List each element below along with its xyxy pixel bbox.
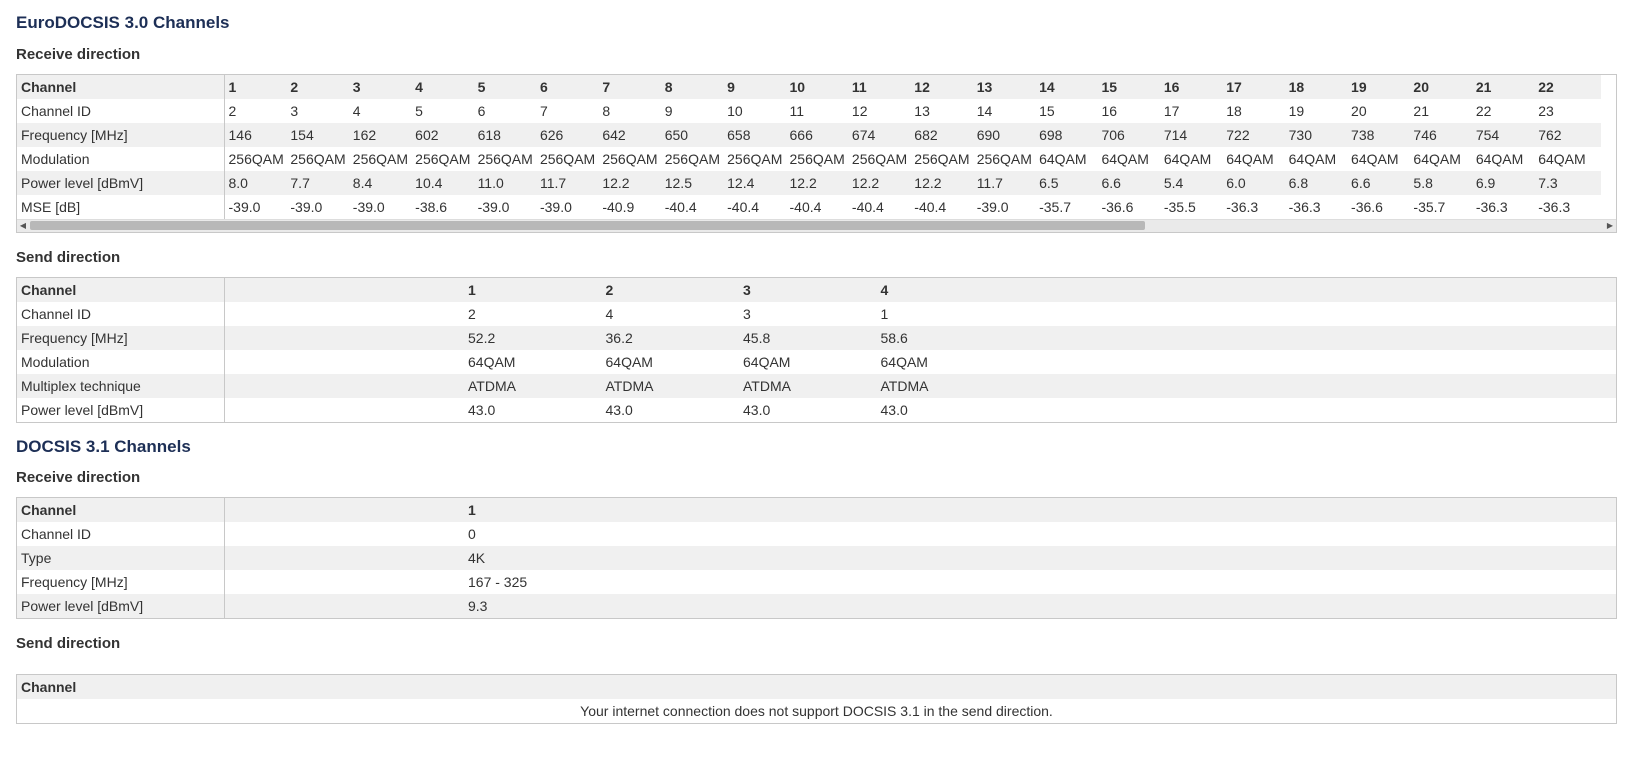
docsis31-receive-table <box>17 498 1616 618</box>
row-label: Modulation <box>17 350 224 374</box>
spacer-cell <box>224 350 464 374</box>
table-cell: 13 <box>976 79 993 95</box>
table-cell: 21 <box>1475 79 1492 95</box>
table-cell: 4 <box>605 306 614 322</box>
docsis31-receive-table-container <box>16 497 1617 619</box>
table-cell: 618 <box>477 127 501 143</box>
row-label: Power level [dBmV] <box>17 594 224 618</box>
filler-cell <box>1014 374 1616 398</box>
table-cell: 43.0 <box>605 402 633 418</box>
table-cell: -40.9 <box>602 199 635 215</box>
table-cell: 64QAM <box>1039 151 1087 167</box>
table-cell: -40.4 <box>789 199 822 215</box>
table-cell: 13 <box>914 103 930 119</box>
table-cell: 3 <box>743 306 751 322</box>
row-label: Frequency [MHz] <box>17 570 224 594</box>
table-cell: -36.6 <box>1351 199 1383 215</box>
table-cell: 6.8 <box>1288 175 1309 191</box>
table-cell: 64QAM <box>468 354 516 370</box>
table-cell: 11 <box>851 79 867 95</box>
table-cell: 64QAM <box>1101 151 1149 167</box>
table-cell: 64QAM <box>1538 151 1586 167</box>
table-cell: 22 <box>1538 79 1554 95</box>
table-cell: 15 <box>1039 103 1055 119</box>
table-cell: 2 <box>228 103 237 119</box>
table-cell: 4 <box>352 103 361 119</box>
table-cell: 256QAM <box>352 151 409 167</box>
table-cell: 3 <box>290 103 299 119</box>
table-cell: 52.2 <box>468 330 496 346</box>
table-cell: 17 <box>1163 103 1180 119</box>
table-cell: 146 <box>228 127 252 143</box>
row-label: Channel ID <box>17 99 224 123</box>
table-cell: 256QAM <box>851 151 908 167</box>
euro-receive-heading: Receive direction <box>16 46 141 63</box>
table-cell: 10 <box>789 79 806 95</box>
table-cell: 4 <box>880 282 889 298</box>
table-cell: 5.4 <box>1163 175 1184 191</box>
docsis31-send-heading: Send direction <box>16 635 121 652</box>
table-cell: 12.2 <box>789 175 817 191</box>
table-cell: 256QAM <box>727 151 783 167</box>
filler-cell <box>1597 147 1601 171</box>
filler-cell <box>1014 302 1616 326</box>
table-cell: 256QAM <box>602 151 658 167</box>
table-cell: 626 <box>539 127 564 143</box>
table-cell: 43.0 <box>743 402 771 418</box>
filler-cell <box>1597 123 1601 147</box>
table-cell: 698 <box>1039 127 1063 143</box>
table-cell: 746 <box>1413 127 1437 143</box>
table-cell: 4 <box>415 79 423 95</box>
spacer-cell <box>224 522 464 546</box>
table-cell: 19 <box>1288 103 1305 119</box>
table-cell: 36.2 <box>605 330 633 346</box>
table-cell: 256QAM <box>664 151 720 167</box>
table-cell: 6 <box>477 103 486 119</box>
table-cell: 674 <box>851 127 876 143</box>
table-cell: 1 <box>880 306 889 322</box>
table-cell: 1 <box>468 502 476 518</box>
table-cell: -39.0 <box>539 199 572 215</box>
table-cell: 18 <box>1226 103 1242 119</box>
table-row <box>17 570 1616 594</box>
table-cell: 167 - 325 <box>468 574 528 590</box>
table-cell: 1 <box>228 79 237 95</box>
table-cell: 21 <box>1413 103 1429 119</box>
table-cell: -35.7 <box>1413 199 1446 215</box>
row-label: Power level [dBmV] <box>17 398 224 422</box>
table-cell: ATDMA <box>880 378 929 394</box>
table-cell: 162 <box>352 127 377 143</box>
table-cell: 43.0 <box>468 402 496 418</box>
filler-cell <box>664 594 1616 618</box>
table-cell: 7.7 <box>290 175 310 191</box>
table-cell: 2 <box>290 79 299 95</box>
row-label: Channel ID <box>17 522 224 546</box>
filler-cell <box>1014 350 1616 374</box>
table-cell: ATDMA <box>743 378 791 394</box>
table-cell: 23 <box>1538 103 1554 119</box>
table-cell: 18 <box>1288 79 1305 95</box>
spacer-cell <box>224 374 464 398</box>
table-cell: ATDMA <box>605 378 654 394</box>
table-cell: -35.7 <box>1039 199 1071 215</box>
table-cell: 43.0 <box>880 402 908 418</box>
table-cell: -36.3 <box>1538 199 1571 215</box>
table-cell: 9 <box>664 103 673 119</box>
table-cell: 64QAM <box>880 354 928 370</box>
table-cell: -40.4 <box>914 199 947 215</box>
table-cell: 11.7 <box>976 175 1003 191</box>
eurodocsis-title: EuroDOCSIS 3.0 Channels <box>16 13 230 32</box>
filler-cell <box>1014 278 1616 302</box>
row-label: Power level [dBmV] <box>17 171 224 195</box>
table-cell: 12.5 <box>664 175 692 191</box>
table-cell: 12.2 <box>851 175 880 191</box>
table-cell: 64QAM <box>1288 151 1337 167</box>
docsis31-receive-heading: Receive direction <box>16 469 141 486</box>
row-label: Frequency [MHz] <box>17 123 224 147</box>
docsis31-send-table-container <box>16 674 1617 724</box>
table-cell: 16 <box>1163 79 1180 95</box>
table-cell: 6.6 <box>1351 175 1371 191</box>
table-cell: 58.6 <box>880 330 908 346</box>
table-cell: 12 <box>914 79 930 95</box>
table-cell: 2 <box>468 306 476 322</box>
table-cell: 19 <box>1351 79 1367 95</box>
table-row <box>17 195 1601 219</box>
table-cell: 10.4 <box>415 175 443 191</box>
table-cell: ATDMA <box>468 378 516 394</box>
table-row <box>17 699 1616 723</box>
table-cell: 0 <box>468 526 476 542</box>
table-cell: 650 <box>664 127 689 143</box>
table-cell: 16 <box>1101 103 1118 119</box>
table-cell: 256QAM <box>228 151 284 167</box>
row-label: Multiplex technique <box>17 374 224 398</box>
table-cell: 256QAM <box>789 151 845 167</box>
table-cell: 682 <box>914 127 938 143</box>
table-cell: 12.2 <box>914 175 942 191</box>
table-cell: 256QAM <box>477 151 533 167</box>
table-cell: 7.3 <box>1538 175 1558 191</box>
table-cell: 6.9 <box>1475 175 1496 191</box>
table-cell: 2 <box>605 282 614 298</box>
table-cell: -39.0 <box>290 199 323 215</box>
table-cell: 15 <box>1101 79 1118 95</box>
table-cell: 256QAM <box>290 151 346 167</box>
table-cell: 14 <box>1039 79 1055 95</box>
table-cell: 8.4 <box>352 175 373 191</box>
table-cell: -39.0 <box>228 199 261 215</box>
table-cell: 11.7 <box>539 175 567 191</box>
table-cell: 754 <box>1475 127 1500 143</box>
table-row <box>17 398 1616 422</box>
table-row <box>17 374 1616 398</box>
row-label: Frequency [MHz] <box>17 326 224 350</box>
table-cell: -36.3 <box>1288 199 1321 215</box>
table-cell: -38.6 <box>415 199 448 215</box>
table-cell: 738 <box>1351 127 1375 143</box>
table-cell: -40.4 <box>851 199 884 215</box>
table-cell: 8 <box>602 103 611 119</box>
table-row <box>17 278 1616 302</box>
table-cell: 64QAM <box>1226 151 1274 167</box>
table-cell: -35.5 <box>1163 199 1196 215</box>
table-row <box>17 123 1601 147</box>
filler-cell <box>1597 75 1601 99</box>
euro-receive-table-container <box>16 74 1617 233</box>
table-cell: -39.0 <box>477 199 510 215</box>
table-row <box>17 171 1601 195</box>
table-cell: 11.0 <box>477 175 504 191</box>
table-cell: 9 <box>727 79 735 95</box>
table-cell: 45.8 <box>743 330 771 346</box>
spacer-cell <box>224 498 464 522</box>
euro-send-heading: Send direction <box>16 249 121 266</box>
table-row <box>17 75 1601 99</box>
table-row <box>17 302 1616 326</box>
table-cell: 22 <box>1475 103 1492 119</box>
table-cell: 64QAM <box>743 354 791 370</box>
table-cell: 12.4 <box>727 175 755 191</box>
spacer-cell <box>224 546 464 570</box>
table-row <box>17 675 1616 699</box>
table-cell: 706 <box>1101 127 1125 143</box>
table-row <box>17 99 1601 123</box>
table-cell: 64QAM <box>605 354 653 370</box>
filler-cell <box>1597 99 1601 123</box>
table-cell: 4K <box>468 550 486 566</box>
table-cell: 5 <box>415 103 423 119</box>
table-cell: 20 <box>1413 79 1429 95</box>
table-row <box>17 326 1616 350</box>
row-label: Channel ID <box>17 302 224 326</box>
table-cell: 256QAM <box>415 151 471 167</box>
table-cell: 1 <box>468 282 476 298</box>
filler-cell <box>664 570 1616 594</box>
spacer-cell <box>224 594 464 618</box>
scrollbar-thumb[interactable] <box>30 221 1145 230</box>
row-label: Modulation <box>17 147 224 171</box>
euro-send-table-container <box>16 277 1617 423</box>
table-cell: 64QAM <box>1351 151 1399 167</box>
spacer-cell <box>224 302 464 326</box>
euro-send-table <box>17 278 1616 422</box>
euro-receive-scroll-area[interactable] <box>17 75 1616 219</box>
row-label: MSE [dB] <box>17 195 224 219</box>
filler-cell <box>664 546 1616 570</box>
table-cell: 7 <box>539 103 548 119</box>
table-cell: 3 <box>352 79 361 95</box>
table-cell: 12.2 <box>602 175 630 191</box>
table-cell: 64QAM <box>1413 151 1461 167</box>
spacer-cell <box>224 326 464 350</box>
filler-cell <box>1597 171 1601 195</box>
table-row <box>17 522 1616 546</box>
table-row <box>17 594 1616 618</box>
row-label: Channel <box>17 498 224 522</box>
table-cell: 64QAM <box>1475 151 1524 167</box>
table-cell: 6.0 <box>1226 175 1246 191</box>
spacer-cell <box>224 570 464 594</box>
table-cell: -36.3 <box>1226 199 1259 215</box>
table-cell: 11 <box>789 103 805 119</box>
table-cell: 14 <box>976 103 993 119</box>
docsis31-send-table <box>17 675 1616 723</box>
table-cell: 8 <box>664 79 673 95</box>
table-row <box>17 546 1616 570</box>
euro-receive-table <box>17 75 1601 219</box>
row-label: Channel <box>17 75 224 99</box>
docsis31-title: DOCSIS 3.1 Channels <box>16 437 191 456</box>
row-label: Type <box>17 546 224 570</box>
table-row <box>17 498 1616 522</box>
table-cell: 6.6 <box>1101 175 1121 191</box>
filler-cell <box>1597 195 1601 219</box>
table-cell: -40.4 <box>727 199 760 215</box>
table-cell: 3 <box>743 282 751 298</box>
table-cell: 722 <box>1226 127 1250 143</box>
table-cell: 8.0 <box>228 175 248 191</box>
table-cell: 642 <box>602 127 626 143</box>
table-cell: 730 <box>1288 127 1312 143</box>
table-cell: 256QAM <box>914 151 970 167</box>
table-cell: -39.0 <box>976 199 1009 215</box>
table-cell: -36.6 <box>1101 199 1134 215</box>
table-cell: 666 <box>789 127 813 143</box>
table-cell: 5.8 <box>1413 175 1433 191</box>
scroll-right-icon[interactable]: ▶ <box>1606 221 1614 230</box>
table-cell: -39.0 <box>352 199 385 215</box>
table-cell: 12 <box>851 103 868 119</box>
spacer-cell <box>224 278 464 302</box>
table-cell: -40.4 <box>664 199 697 215</box>
table-cell: 7 <box>602 79 611 95</box>
horizontal-scrollbar[interactable] <box>17 219 1616 232</box>
table-cell: 9.3 <box>468 598 488 614</box>
table-cell: 10 <box>727 103 743 119</box>
table-cell: 256QAM <box>539 151 596 167</box>
table-cell: 154 <box>290 127 314 143</box>
spacer-cell <box>224 398 464 422</box>
channel-header-cell: Channel <box>21 679 77 695</box>
table-cell: -36.3 <box>1475 199 1508 215</box>
table-cell: 714 <box>1163 127 1188 143</box>
table-cell: 5 <box>477 79 486 95</box>
scroll-left-icon[interactable]: ◀ <box>19 221 27 230</box>
filler-cell <box>664 522 1616 546</box>
table-cell: 20 <box>1351 103 1367 119</box>
table-cell: 690 <box>976 127 1001 143</box>
filler-cell <box>664 498 1616 522</box>
filler-cell <box>1014 398 1616 422</box>
table-cell: 64QAM <box>1163 151 1212 167</box>
row-label: Channel <box>17 278 224 302</box>
table-cell: 17 <box>1226 79 1242 95</box>
table-cell: 6 <box>539 79 548 95</box>
table-cell: 6.5 <box>1039 175 1059 191</box>
table-cell: 602 <box>415 127 439 143</box>
table-row <box>17 350 1616 374</box>
filler-cell <box>1014 326 1616 350</box>
unsupported-message: Your internet connection does not support DOCSIS 3.1 in the send direction. <box>580 703 1053 719</box>
table-cell: 658 <box>727 127 751 143</box>
table-row <box>17 147 1601 171</box>
table-cell: 762 <box>1538 127 1562 143</box>
table-cell: 256QAM <box>976 151 1032 167</box>
